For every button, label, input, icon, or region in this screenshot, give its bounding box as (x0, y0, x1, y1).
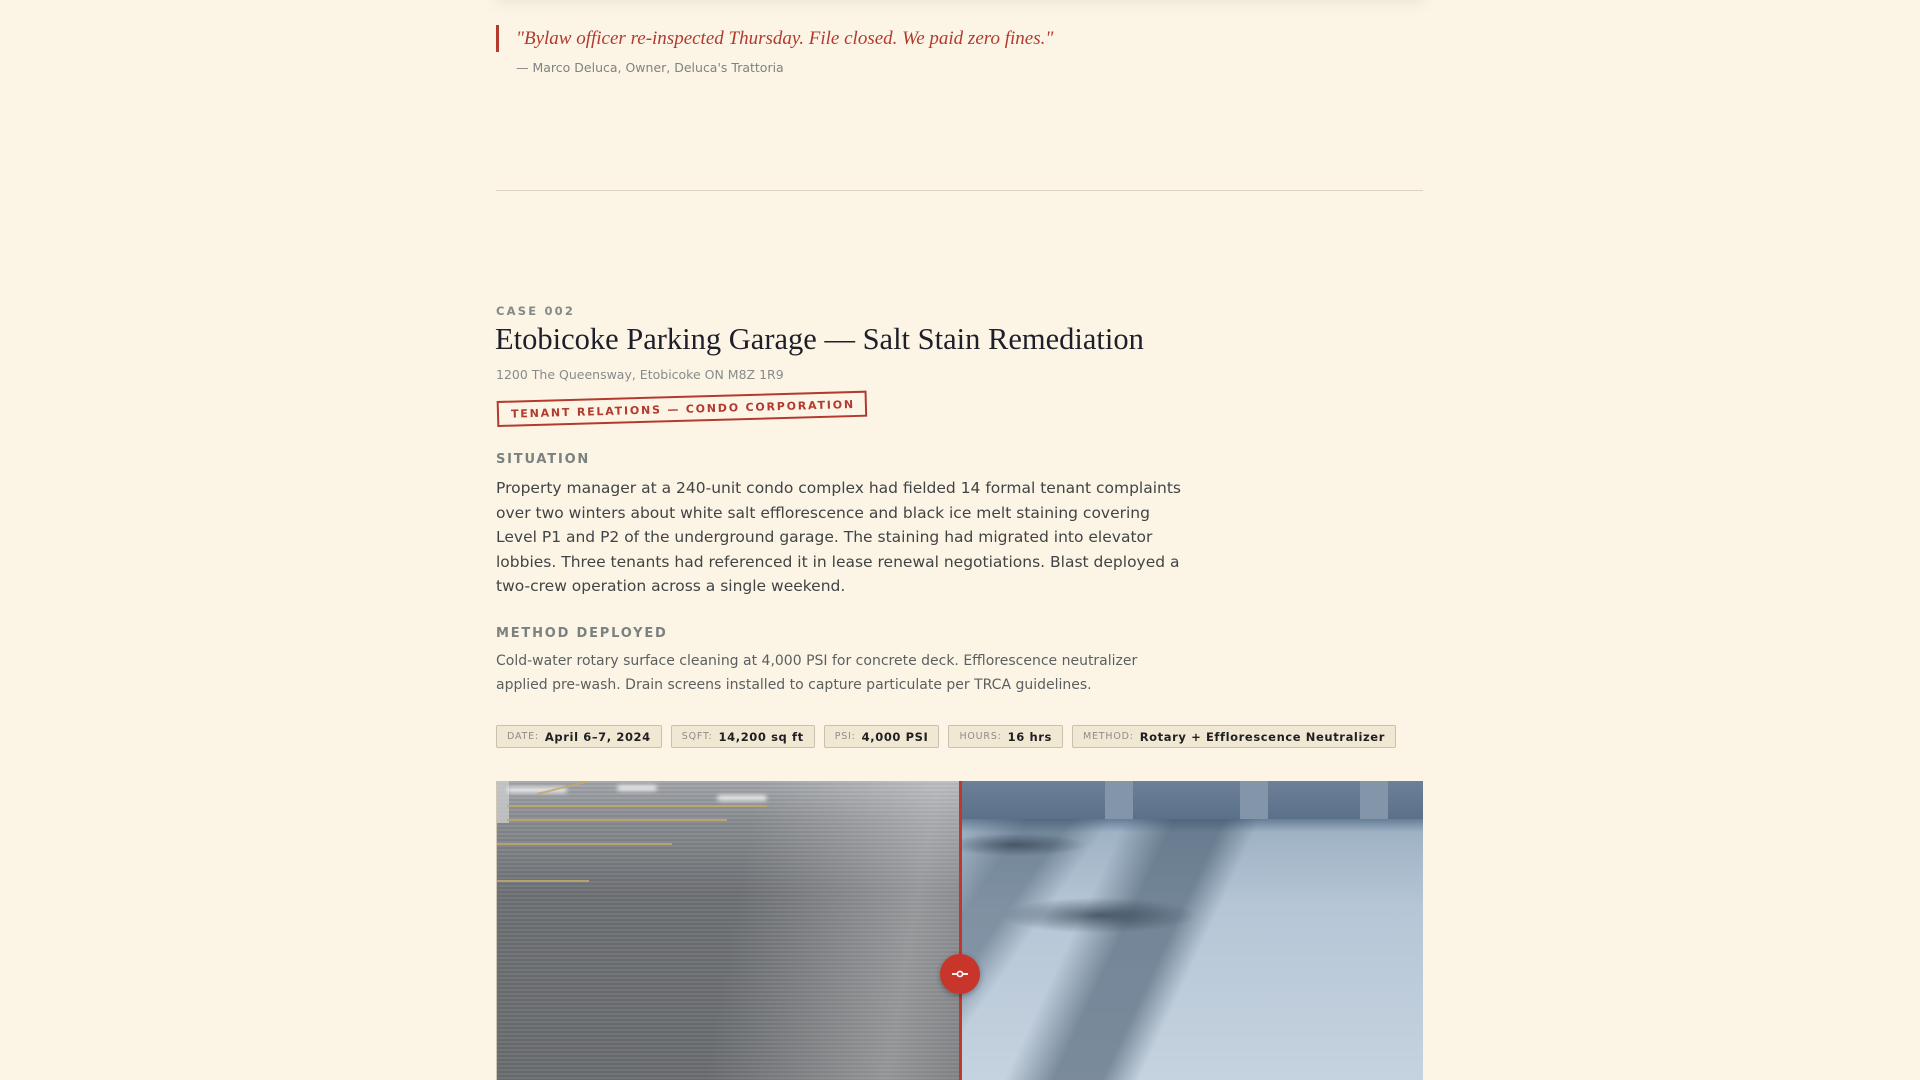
stat-value: 4,000 PSI (861, 729, 929, 744)
slider-handle-icon (951, 969, 969, 979)
stat-key: SQFT: (681, 731, 713, 742)
client-type-stamp: TENANT RELATIONS — CONDO CORPORATION (497, 391, 868, 427)
case-address: 1200 The Queensway, Etobicoke ON M8Z 1R9 (496, 367, 784, 382)
stat-key: DATE: (507, 731, 539, 742)
stat-value: April 6–7, 2024 (544, 729, 651, 744)
testimonial-attribution: — Marco Deluca, Owner, Deluca's Trattoria (516, 60, 784, 75)
garage-pillar (1360, 781, 1388, 819)
stat-psi (824, 725, 940, 748)
slider-divider[interactable] (959, 781, 962, 1080)
stat-value: 14,200 sq ft (718, 729, 804, 744)
before-cleaning-image (960, 781, 1423, 1080)
method-text: Cold-water rotary surface cleaning at 4,000 PSI for concrete deck. Efflorescence neutralizer applied pre-wash. Drain screens installed to capture particulate per TRCA guidelines. (496, 653, 1138, 693)
stat-key: METHOD: (1082, 731, 1134, 742)
stat-key: HOURS: (959, 731, 1002, 742)
after-cleaning-image (497, 781, 960, 1080)
garage-background (960, 781, 1423, 819)
ceiling-light-reflection (617, 785, 657, 791)
testimonial-quote (496, 25, 1053, 52)
garage-pillar (1240, 781, 1268, 819)
situation-heading: SITUATION (496, 452, 591, 467)
stat-sqft (671, 725, 815, 748)
before-after-slider[interactable] (496, 781, 1423, 1080)
method-heading: METHOD DEPLOYED (496, 626, 668, 641)
stat-value: Rotary + Efflorescence Neutralizer (1139, 729, 1385, 744)
situation-text: Property manager at a 240-unit condo complex had fielded 14 formal tenant complaints over two winters about white salt efflorescence and black ice melt staining covering Level P1 and P2 of the underground garage. The staining had migrated into elevator lobbies. Three tenants had referenced it in lease renewal negotiations. Blast deployed a two-crew operation across a single weekend. (496, 479, 1182, 596)
stat-date (496, 725, 662, 748)
slider-handle[interactable] (940, 954, 980, 994)
stat-value: 16 hrs (1007, 729, 1052, 744)
parking-line (497, 880, 589, 882)
parking-line (507, 805, 767, 807)
parking-line (507, 819, 727, 821)
section-divider (496, 190, 1423, 191)
garage-pillar (1105, 781, 1133, 819)
case-stats (496, 725, 1396, 748)
stat-method (1072, 725, 1396, 748)
case-number: CASE 002 (496, 304, 576, 318)
parking-line (497, 843, 672, 845)
testimonial-quote-text: "Bylaw officer re-inspected Thursday. File closed. We paid zero fines." (516, 27, 1054, 49)
case-title: Etobicoke Parking Garage — Salt Stain Remediation (495, 322, 1144, 356)
ceiling-light-reflection (717, 795, 767, 801)
stat-key: PSI: (834, 731, 856, 742)
stat-hours (948, 725, 1063, 748)
